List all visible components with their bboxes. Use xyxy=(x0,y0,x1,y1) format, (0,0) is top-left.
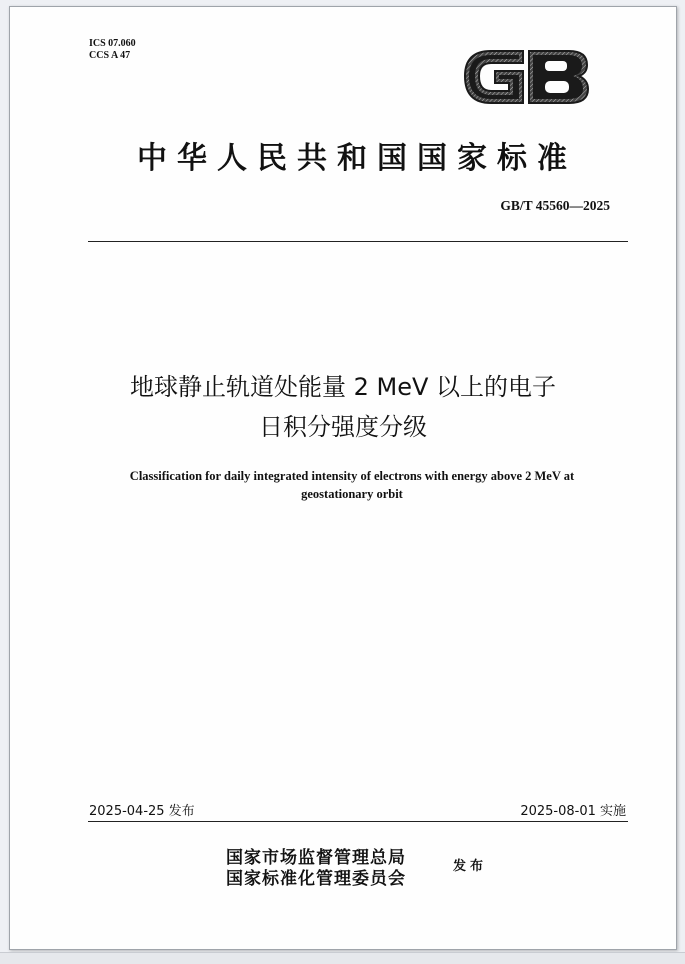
standard-category-title: 中华人民共和国国家标准 xyxy=(137,141,577,176)
viewer-bottom-bar xyxy=(0,952,685,964)
implement-date: 2025-08-01 实施 xyxy=(520,804,626,819)
cn-title-line2: 日积分强度分级 xyxy=(259,413,427,441)
en-title-line1: Classification for daily integrated intensity of electrons with energy above 2 MeV at xyxy=(129,469,575,483)
cn-title-line1: 地球静止轨道处能量 2 MeV 以上的电子 xyxy=(129,373,557,401)
classification-codes xyxy=(89,38,136,62)
document-page xyxy=(9,6,677,950)
issuer-sac: 国家标准化管理委员会 xyxy=(226,869,406,889)
gb-logo xyxy=(461,41,591,115)
en-title xyxy=(72,467,632,503)
ics-code: ICS 07.060 xyxy=(89,38,136,49)
ccs-code: CCS A 47 xyxy=(89,50,131,61)
standard-number: GB/T 45560—2025 xyxy=(500,198,610,213)
header-divider xyxy=(88,241,628,242)
publish-date: 2025-04-25 发布 xyxy=(89,804,195,819)
issuer-samr: 国家市场监督管理总局 xyxy=(226,848,406,868)
gb-logo-icon xyxy=(461,41,591,111)
issue-label: 发布 xyxy=(453,859,488,874)
footer-divider xyxy=(88,821,628,822)
en-title-line2: geostationary orbit xyxy=(301,487,403,501)
